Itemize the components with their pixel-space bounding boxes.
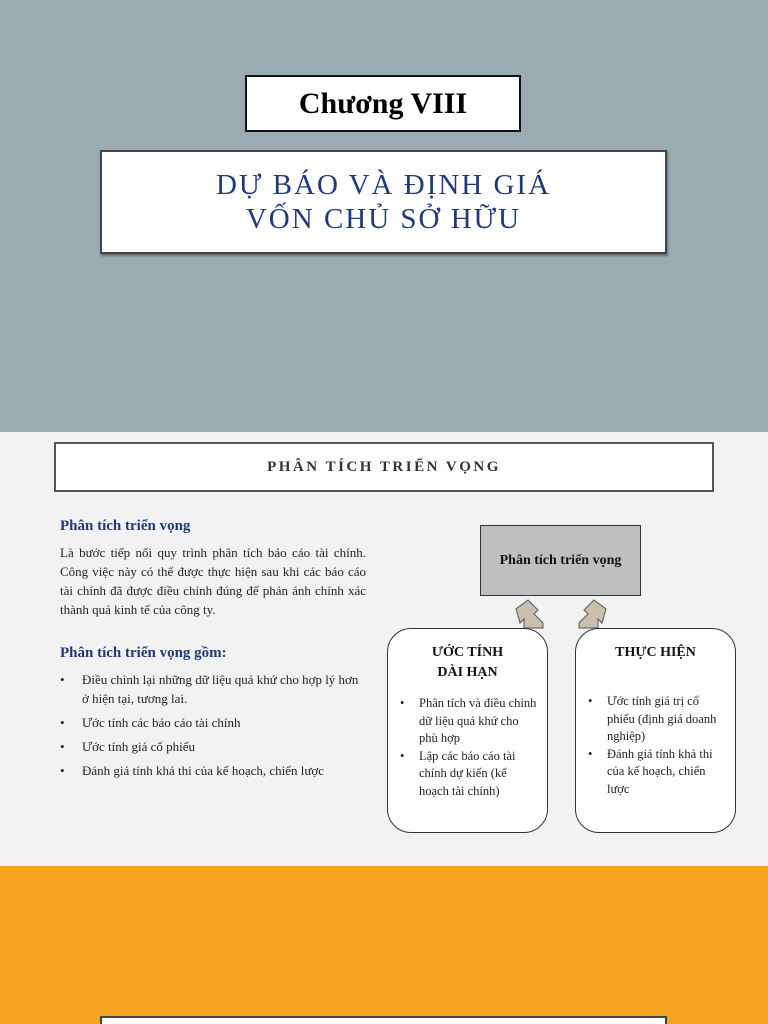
list-item: • Đánh giá tính khả thi của kế hoạch, chiến lược [588, 746, 725, 799]
list-item: • Lập các báo cáo tài chính dự kiến (kế hoạch tài chính) [400, 748, 537, 801]
list-item: • Ước tính các báo cáo tài chính [60, 713, 366, 732]
implementation-list [588, 693, 725, 798]
definition-heading: Phân tích triển vọng [60, 518, 191, 534]
list-item: • Ước tính giá trị cổ phiếu (định giá doanh nghiệp) [588, 693, 725, 746]
slide-prospective-analysis [0, 432, 768, 866]
implementation-box [575, 628, 736, 833]
long-term-estimate-box [387, 628, 548, 833]
arrow-down-right-icon [578, 599, 608, 629]
next-slide-title-box [100, 1016, 667, 1024]
slide-next [0, 866, 768, 1024]
chapter-title-line1: DỰ BÁO VÀ ĐỊNH GIÁ [215, 169, 552, 201]
definition-text: Là bước tiếp nối quy trình phân tích báo cáo tài chính. Công việc này có thể được thực hiện sau khi các báo cáo tài chính đã được điều chỉnh đúng để phản ánh chính xác thành quả kinh tế của công ty. [60, 545, 366, 617]
left-column [60, 518, 366, 785]
list-item: • Ước tính giá cổ phiếu [60, 737, 366, 756]
chapter-title-line2: VỐN CHỦ SỞ HỮU [245, 203, 522, 235]
chapter-title [100, 150, 667, 254]
arrow-down-left-icon [514, 599, 544, 629]
slide-title [0, 0, 768, 432]
implementation-title: THỰC HIỆN [615, 645, 696, 660]
components-heading: Phân tích triển vọng gồm: [60, 645, 227, 661]
list-item: • Đánh giá tính khả thi của kế hoạch, chiến lược [60, 761, 366, 780]
long-term-estimate-list [400, 695, 537, 800]
chapter-label: Chương VIII [245, 75, 521, 132]
title-line: ƯỚC TÍNH [431, 645, 504, 660]
title-line: DÀI HẠN [437, 665, 498, 680]
section-header: PHÂN TÍCH TRIỂN VỌNG [54, 442, 714, 492]
list-item: • Phân tích và điều chỉnh dữ liệu quá khứ cho phù hợp [400, 695, 537, 748]
components-list [60, 670, 366, 780]
long-term-estimate-title [388, 643, 547, 683]
list-item: • Điều chỉnh lại những dữ liệu quá khứ cho hợp lý hơn ở hiện tại, tương lai. [60, 670, 366, 708]
diagram-root-box: Phân tích triển vọng [480, 525, 641, 596]
